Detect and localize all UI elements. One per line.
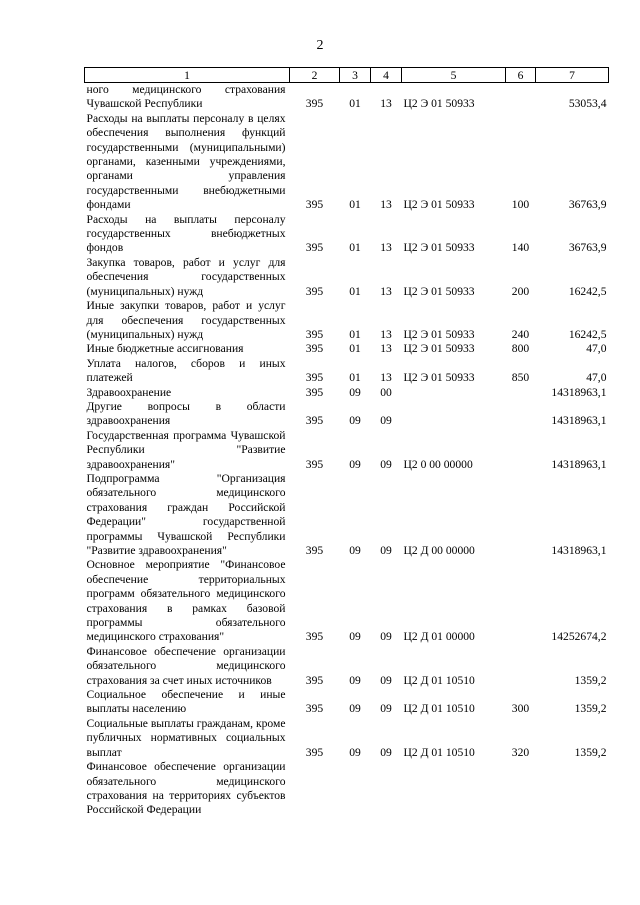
table-row	[85, 112, 609, 213]
row-name: Основное мероприятие "Финансовое обеспечение территориальных программ обязательного медицинского страхования в рамках базовой программы обязательного медицинского страхования"	[86, 558, 286, 644]
table-row	[85, 400, 609, 429]
section-code: 01	[349, 241, 361, 255]
row-name: Другие вопросы в области здравоохранения	[86, 399, 286, 428]
subsection-code: 00	[380, 385, 392, 399]
table-row	[85, 83, 609, 112]
row-name: Подпрограмма "Организация обязательного медицинского страхования граждан Российской Федерации" государственной программы Чувашской Республики "Развитие здравоохранения"	[86, 471, 286, 557]
target-article: Ц2 Д 01 10510	[403, 702, 475, 716]
expense-type: 850	[511, 371, 530, 385]
subsection-code: 09	[380, 414, 392, 428]
column-header: 2	[290, 68, 340, 83]
subsection-code	[371, 760, 402, 818]
target-article: Ц2 Д 01 00000	[403, 630, 475, 644]
subsection-code: 09	[380, 702, 392, 716]
subsection-code: 09	[380, 745, 392, 759]
expense-type	[506, 558, 536, 644]
table-row	[85, 688, 609, 717]
ministry-code	[290, 760, 340, 818]
amount: 14318963,1	[551, 414, 607, 428]
section-code: 01	[349, 198, 361, 212]
expense-type: 800	[511, 342, 530, 356]
table-row	[85, 213, 609, 256]
subsection-code: 09	[380, 457, 392, 471]
table-row	[85, 717, 609, 760]
target-article: Ц2 Д 01 10510	[403, 673, 475, 687]
column-header: 6	[506, 68, 536, 83]
budget-table	[84, 67, 609, 818]
ministry-code: 395	[305, 457, 324, 471]
ministry-code: 395	[305, 284, 324, 298]
target-article: Ц2 Э 01 50933	[403, 342, 475, 356]
ministry-code: 395	[305, 385, 324, 399]
column-header: 4	[371, 68, 402, 83]
amount: 36763,9	[568, 241, 607, 255]
amount: 1359,2	[574, 745, 607, 759]
ministry-code: 395	[305, 327, 324, 341]
row-name: Расходы на выплаты персоналу государственных внебюджетных фондов	[86, 212, 286, 255]
ministry-code: 395	[305, 342, 324, 356]
table-row	[85, 645, 609, 688]
expense-type	[506, 645, 536, 688]
section-code: 01	[349, 327, 361, 341]
amount: 14318963,1	[551, 457, 607, 471]
table-row	[85, 386, 609, 400]
row-name: ного медицинского страхования Чувашской Республики	[86, 83, 286, 111]
subsection-code: 09	[380, 630, 392, 644]
target-article: Ц2 Э 01 50933	[403, 241, 475, 255]
ministry-code: 395	[305, 371, 324, 385]
amount: 36763,9	[568, 198, 607, 212]
section-code: 09	[349, 702, 361, 716]
target-article: Ц2 Д 00 00000	[403, 544, 475, 557]
amount: 16242,5	[568, 327, 607, 341]
column-header: 1	[85, 68, 290, 83]
section-code: 01	[349, 342, 361, 356]
ministry-code: 395	[305, 745, 324, 759]
expense-type: 100	[511, 198, 530, 212]
table-row	[85, 429, 609, 472]
subsection-code: 13	[380, 97, 392, 111]
row-name: Иные бюджетные ассигнования	[86, 342, 244, 356]
row-name: Финансовое обеспечение организации обязательного медицинского страхования за счет иных источников	[86, 644, 286, 687]
row-name: Уплата налогов, сборов и иных платежей	[86, 356, 286, 385]
amount	[536, 760, 609, 818]
subsection-code: 13	[380, 284, 392, 298]
ministry-code: 395	[305, 630, 324, 644]
section-code: 09	[349, 673, 361, 687]
page-number: 2	[316, 38, 324, 53]
amount: 47,0	[586, 342, 607, 356]
expense-type: 140	[511, 241, 530, 255]
section-code: 09	[349, 457, 361, 471]
expense-type	[506, 760, 536, 818]
expense-type: 320	[511, 745, 530, 759]
table-body	[85, 83, 609, 818]
row-name: Здравоохранение	[86, 385, 172, 399]
ministry-code: 395	[305, 544, 324, 557]
expense-type	[506, 386, 536, 400]
amount: 14318963,1	[551, 544, 607, 557]
column-header: 7	[536, 68, 609, 83]
amount: 14252674,2	[551, 630, 607, 644]
row-name: Иные закупки товаров, работ и услуг для обеспечения государственных (муниципальных) нужд	[86, 299, 286, 341]
ministry-code: 395	[305, 241, 324, 255]
ministry-code: 395	[305, 673, 324, 687]
table-row	[85, 299, 609, 342]
table-header	[85, 68, 609, 83]
section-code: 01	[349, 284, 361, 298]
expense-type: 300	[511, 702, 530, 716]
amount: 16242,5	[568, 284, 607, 298]
table-row	[85, 558, 609, 644]
target-article	[402, 386, 506, 400]
target-article: Ц2 Д 01 10510	[403, 745, 475, 759]
section-code: 01	[349, 97, 361, 111]
amount: 1359,2	[574, 673, 607, 687]
ministry-code: 395	[305, 97, 324, 111]
amount: 1359,2	[574, 702, 607, 716]
expense-type	[506, 83, 536, 112]
section-code: 09	[349, 544, 361, 557]
amount: 53053,4	[568, 97, 607, 111]
target-article	[402, 760, 506, 818]
target-article: Ц2 Э 01 50933	[403, 327, 475, 341]
table-row	[85, 342, 609, 356]
expense-type	[506, 400, 536, 429]
subsection-code: 13	[380, 241, 392, 255]
subsection-code: 13	[380, 371, 392, 385]
section-code: 09	[349, 385, 361, 399]
target-article	[402, 400, 506, 429]
expense-type	[506, 429, 536, 472]
amount: 47,0	[586, 371, 607, 385]
subsection-code: 13	[380, 327, 392, 341]
target-article: Ц2 Э 01 50933	[403, 198, 475, 212]
subsection-code: 13	[380, 342, 392, 356]
section-code	[340, 760, 371, 818]
expense-type: 240	[511, 327, 530, 341]
row-name: Социальные выплаты гражданам, кроме публичных нормативных социальных выплат	[86, 716, 286, 759]
ministry-code: 395	[305, 414, 324, 428]
target-article: Ц2 Э 01 50933	[403, 284, 475, 298]
section-code: 09	[349, 745, 361, 759]
table-row	[85, 760, 609, 818]
row-name: Финансовое обеспечение организации обязательного медицинского страхования на территориях субъектов Российской Федерации	[86, 760, 286, 817]
table-row	[85, 357, 609, 386]
expense-type: 200	[511, 284, 530, 298]
subsection-code: 09	[380, 673, 392, 687]
ministry-code: 395	[305, 702, 324, 716]
table-row	[85, 256, 609, 299]
subsection-code: 13	[380, 198, 392, 212]
row-name: Социальное обеспечение и иные выплаты населению	[86, 688, 286, 716]
subsection-code: 09	[380, 544, 392, 557]
row-name: Государственная программа Чувашской Республики "Развитие здравоохранения"	[86, 428, 286, 471]
column-header: 3	[340, 68, 371, 83]
section-code: 01	[349, 371, 361, 385]
row-name: Закупка товаров, работ и услуг для обеспечения государственных (муниципальных) нужд	[86, 255, 286, 298]
row-name: Расходы на выплаты персоналу в целях обеспечения выполнения функций государственными (муниципальными) органами, казенными учреждениями, органами управления государственными внебюджетными фондами	[86, 111, 286, 212]
section-code: 09	[349, 630, 361, 644]
expense-type	[506, 472, 536, 558]
ministry-code: 395	[305, 198, 324, 212]
target-article: Ц2 0 00 00000	[403, 457, 473, 471]
table-row	[85, 472, 609, 558]
target-article: Ц2 Э 01 50933	[403, 371, 475, 385]
amount: 14318963,1	[551, 385, 607, 399]
target-article: Ц2 Э 01 50933	[403, 97, 475, 111]
section-code: 09	[349, 414, 361, 428]
column-header: 5	[402, 68, 506, 83]
